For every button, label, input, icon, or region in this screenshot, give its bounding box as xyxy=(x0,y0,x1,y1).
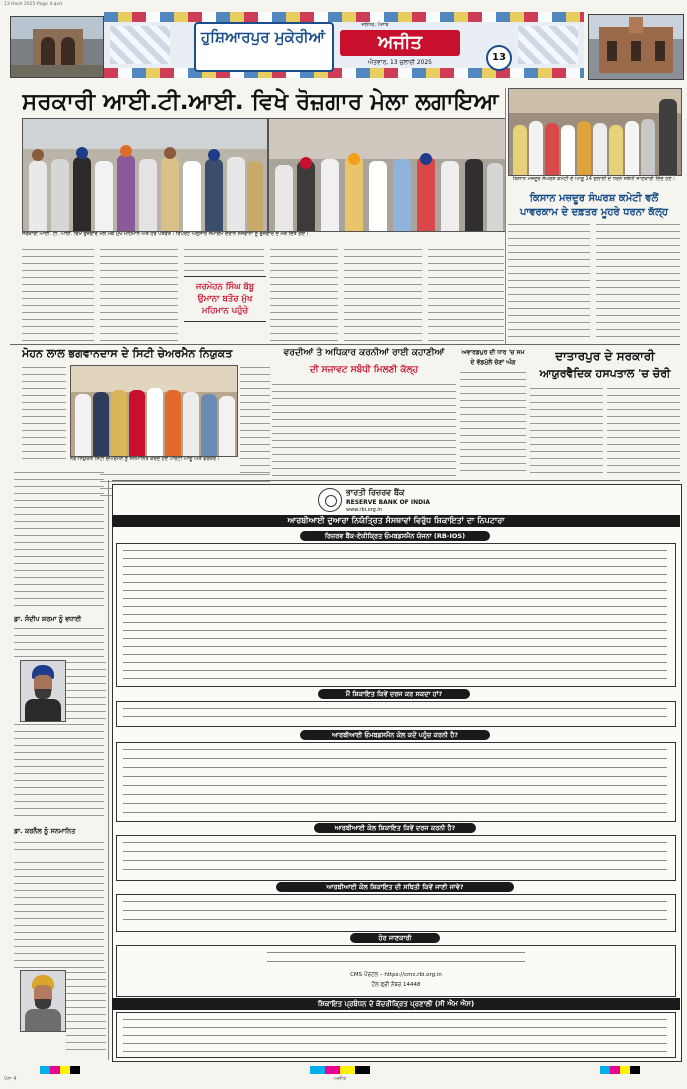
side-note-headline-1: ਅਵਾਰਡਪੁਰ ਦੀ ਧਾਰ 'ਚ ਸਮ xyxy=(461,349,525,356)
rbi-scheme-lines xyxy=(123,548,667,682)
rbi-q3-box xyxy=(116,835,676,881)
kabaddi-headline-1: ਵਰਦੀਆਂ ਤੇ ਅਧਿਕਾਰ ਕਰਨੀਆਂ ਰਾਈ ਕਹਾਣੀਆਂ xyxy=(283,348,445,358)
pull-quote: ਜਰਮੇਹਨ ਸਿੰਘ ਬੱਬੂ ਉਮਾਨਾ ਬਤੌਰ ਮੁੱਖ ਮਹਿਮਾਨ ਪਹੁੰਚੇ xyxy=(195,282,255,316)
side-note-headline-2: ਦੇ ਵੱਡਮੁੱਲੇ ਚੋਣਾਂ ਅੰਗ xyxy=(470,359,516,366)
masthead-left-photo xyxy=(10,16,104,78)
rbi-scheme-heading: ਰਿਜ਼ਰਵ ਬੈਂਕ-ਏਕੀਕ੍ਰਿਤ ਓਮਬਡਸਮੈਨ ਯੋਜਨਾ (RB-IOS) xyxy=(300,531,490,541)
right-story-body-1 xyxy=(508,222,590,342)
mohan-body-right xyxy=(240,365,270,475)
mohan-photo xyxy=(70,365,238,457)
masthead-right-photo xyxy=(588,14,684,80)
rbi-title: ਆਰਬੀਆਈ ਦੁਆਰਾ ਨਿਯੰਤ੍ਰਿਤ ਸੰਸਥਾਵਾਂ ਵਿਰੁੱਧ ਸ਼ਿਕਾਇਤਾਂ ਦਾ ਨਿਪਟਾਰਾ xyxy=(112,515,680,527)
edition-title: ਹੁਸ਼ਿਆਰਪੁਰ ਮੁਕੇਰੀਆਂ xyxy=(200,28,326,46)
column-rule xyxy=(505,88,506,344)
rbi-footer-box xyxy=(116,1012,676,1058)
lead-caption: ਸਰਕਾਰੀ ਆਈ. ਟੀ. ਆਈ. ਵਿਖੇ ਰੁਜ਼ਗਾਰ ਮੇਲੇ ਮੌਕੇ ਮੁੱਖ ਮਹਿਮਾਨ ਅਤੇ ਹੋਰ ਪਤਵੰਤੇ। ਰਿਪੋਰਟ ਅਨੁਸਾਰ ਸਮਾਗਮ ਦੌਰਾਨ ਨੌਜਵਾਨਾਂ ਨੂੰ ਰੁਜ਼ਗਾਰ ਦੇ ਮੌਕੇ ਦਿੱਤੇ ਗਏ। xyxy=(22,231,309,237)
rbi-q1-box xyxy=(116,701,676,727)
color-register-center xyxy=(310,1066,370,1074)
page-number-badge xyxy=(486,45,512,71)
ayurvedic-headline-1: ਦਾਤਾਰਪੁਰ ਦੇ ਸਰਕਾਰੀ xyxy=(555,349,655,363)
rbi-q4-box xyxy=(116,894,676,932)
rbi-q2: ਆਰਬੀਆਈ ਓਮਬਡਸਮੈਨ ਕੋਲ ਕਦੋਂ ਪਹੁੰਚ ਕਰਨੀ ਹੈ? xyxy=(300,730,490,740)
rule-second-row-bottom xyxy=(112,480,680,481)
mohan-body-left xyxy=(22,365,66,465)
left-col-body-4 xyxy=(14,722,104,822)
rbi-footer-heading: ਸ਼ਿਕਾਇਤ ਪ੍ਰਬੰਧਨ ਦੇ ਕੇਂਦਰੀਕ੍ਰਿਤ ਪ੍ਰਣਾਲੀ (ਸੀ ਐਮ ਐਸ) xyxy=(112,998,680,1010)
color-register-left xyxy=(40,1066,80,1074)
edition-title-box xyxy=(194,22,334,72)
left-col-body-2 xyxy=(14,626,104,658)
kabaddi-body xyxy=(272,382,456,478)
lead-headline: ਸਰਕਾਰੀ ਆਈ.ਟੀ.ਆਈ. ਵਿਖੇ ਰੋਜ਼ਗਾਰ ਮੇਲਾ ਲਗਾਇਆ xyxy=(22,89,499,115)
rbi-q5-box xyxy=(116,945,676,997)
lead-body-col-4 xyxy=(270,247,338,342)
rbi-logo xyxy=(318,488,342,512)
rbi-bank-name-pa: ਭਾਰਤੀ ਰਿਜ਼ਰਵ ਬੈਂਕ xyxy=(346,488,405,497)
left-col-body-3 xyxy=(66,660,106,720)
rbi-q2-box xyxy=(116,742,676,822)
left-portrait-1 xyxy=(20,660,66,722)
print-slug: 13 Hosh 2025-Page 4.qxd xyxy=(4,2,62,7)
left-brief-2-headline: ਡਾ. ਕਰਨੈਲ ਨੂੰ ਸਨਮਾਨਿਤ xyxy=(14,827,76,835)
kabaddi-headline-2: ਦੀ ਸਜਾਵਟ ਸਬੰਧੀ ਮਿਲਣੀ ਕੱਲ੍ਹ xyxy=(309,365,419,375)
lead-body-col-6 xyxy=(428,247,504,342)
left-col-body-6 xyxy=(14,860,104,968)
left-col-body-5 xyxy=(14,840,104,856)
right-story-headline-2: ਪਾਵਰਕਾਮ ਦੇ ਦਫ਼ਤਰ ਮੂਹਰੇ ਧਰਨਾ ਕੱਲ੍ਹ xyxy=(519,207,669,218)
left-portrait-2 xyxy=(20,970,66,1032)
right-story-caption: ਕਿਸਾਨ ਮਜ਼ਦੂਰ ਸੰਘਰਸ਼ ਕਮੇਟੀ ਦੇ ਆਗੂ 14 ਜੁਲਾਈ ਦੇ ਧਰਨੇ ਸਬੰਧੀ ਜਾਣਕਾਰੀ ਦਿੰਦੇ ਹੋਏ। xyxy=(513,176,675,182)
footer-center-mark: ਅਜੀਤ xyxy=(333,1076,347,1082)
left-col-body-7 xyxy=(66,970,106,1050)
lead-body-col-1 xyxy=(22,247,94,342)
rbi-q3: ਆਰਬੀਆਈ ਕੋਲ ਸ਼ਿਕਾਇਤ ਕਿਵੇਂ ਦਰਜ ਕਰਨੀ ਹੈ? xyxy=(314,823,476,833)
footer-left-mark: ਪੰਨਾ 4 xyxy=(4,1076,17,1082)
ayurvedic-headline-2: ਆਯੁਰਵੈਦਿਕ ਹਸਪਤਾਲ 'ਚ ਚੋਰੀ xyxy=(539,367,671,380)
paper-name-box xyxy=(340,30,460,56)
mohan-caption: ਨਵ-ਨਿਯੁਕਤ ਸਿਟੀ ਚੇਅਰਮੈਨ ਨੂੰ ਸਨਮਾਨਿਤ ਕਰਦੇ ਹੋਏ ਪਾਰਟੀ ਆਗੂ ਅਤੇ ਵਰਕਰ। xyxy=(70,456,220,462)
rbi-q4: ਆਰਬੀਆਈ ਕੋਲ ਸ਼ਿਕਾਇਤ ਦੀ ਸਥਿਤੀ ਕਿਵੇਂ ਜਾਣੀ ਜਾਵੇ? xyxy=(276,882,514,892)
mohan-headline: ਮੋਹਨ ਲਾਲ ਭਗਵਾਨਦਾਸ ਦੇ ਸਿਟੀ ਚੇਅਰਮੈਨ ਨਿਯੁਕਤ xyxy=(22,347,233,360)
side-note-body xyxy=(460,370,526,476)
rule-lead-bottom xyxy=(10,344,680,345)
rbi-website[interactable]: www.rbi.org.in xyxy=(346,507,382,513)
lead-photo-2 xyxy=(268,118,506,232)
ayurvedic-body xyxy=(530,386,680,478)
right-story-body-2 xyxy=(596,222,680,342)
page-number: 13 xyxy=(492,52,506,63)
left-column-rule xyxy=(108,480,109,1060)
lead-body-col-2 xyxy=(100,247,178,342)
masthead-date: ਐਤਵਾਰ, 13 ਜੁਲਾਈ 2025 xyxy=(368,59,432,66)
right-story-photo xyxy=(508,88,682,176)
lead-photo-1 xyxy=(22,118,268,232)
lead-body-col-3 xyxy=(184,247,264,273)
rbi-q5: ਹੋਰ ਜਾਣਕਾਰੀ xyxy=(350,933,440,943)
rbi-cms-line[interactable]: CMS ਪੋਰਟਲ – https://cms.rbi.org.in xyxy=(350,972,442,978)
left-brief-1-headline: ਡਾ. ਸੰਦੀਪ ਸ਼ਰਮਾ ਨੂੰ ਵਧਾਈ xyxy=(14,615,82,623)
color-register-right xyxy=(600,1066,640,1074)
lead-body-col-5 xyxy=(344,247,422,342)
rbi-q1: ਮੈਂ ਸ਼ਿਕਾਇਤ ਕਿਵੇਂ ਦਰਜ ਕਰ ਸਕਦਾ ਹਾਂ? xyxy=(318,689,470,699)
left-col-body-1 xyxy=(14,470,104,610)
rbi-bank-name-en: RESERVE BANK OF INDIA xyxy=(346,499,430,506)
rbi-scheme-box xyxy=(116,543,676,687)
rbi-tollfree-line: ਟੋਲ ਫ੍ਰੀ ਨੰਬਰ 14448 xyxy=(371,982,421,988)
right-story-headline-1: ਕਿਸਾਨ ਮਜ਼ਦੂਰ ਸੰਘਰਸ਼ ਕਮੇਟੀ ਵਲੋਂ xyxy=(529,193,659,204)
paper-name: ਅਜੀਤ xyxy=(377,32,423,53)
paper-tag: ਜਲੰਧਰ, ਪੰਜਾਬ xyxy=(361,22,389,28)
pull-quote-box xyxy=(184,276,266,322)
